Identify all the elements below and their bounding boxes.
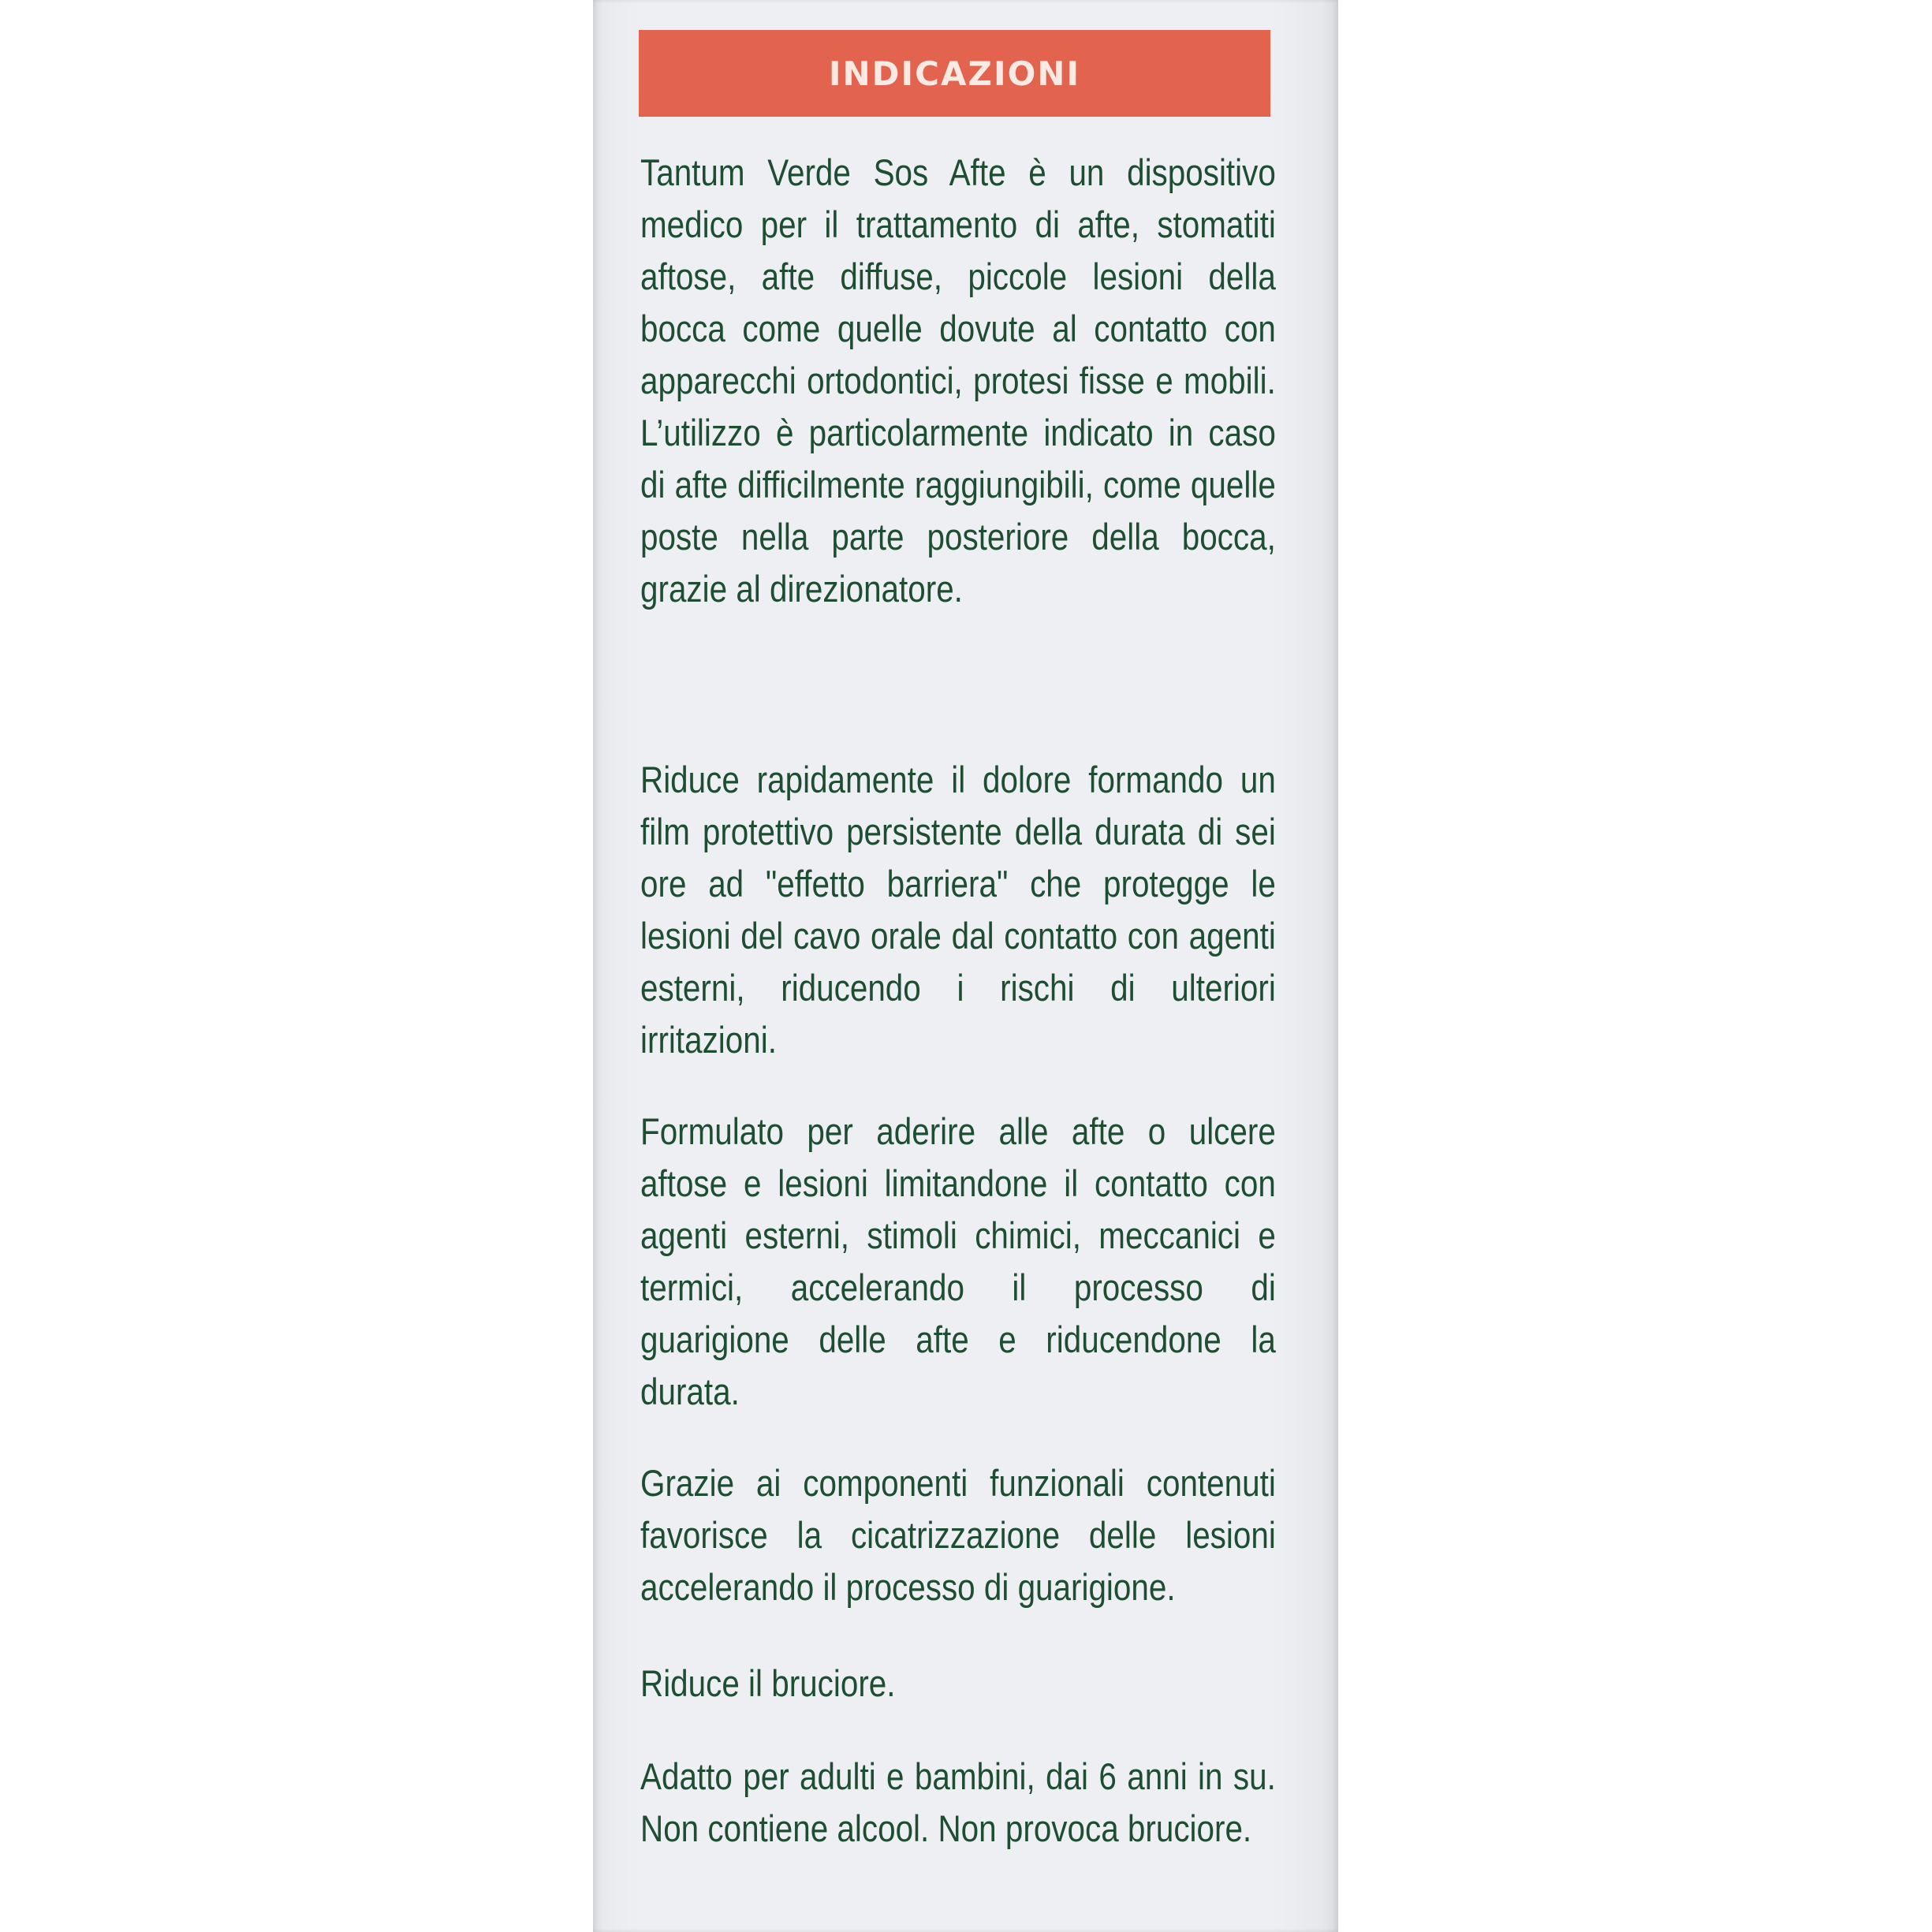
paragraph-pain-relief: Riduce rapidamente il dolore formando un film protettivo persistente della durata di sei ore ad "effetto barriera" che protegge le lesioni del cavo orale dal contatto con agenti esterni, riducendo i rischi di ulteriori irritazioni. [640, 759, 1276, 1061]
paragraph-healing: Grazie ai componenti funzionali contenuti favorisce la cicatrizzazione delle lesioni accelerando il processo di guarigione. [640, 1462, 1276, 1608]
paragraph-burning: Riduce il bruciore. [640, 1662, 896, 1704]
indications-title: INDICAZIONI [828, 54, 1081, 93]
paragraph-usage: Tantum Verde Sos Afte è un dispositivo medico per il trattamento di afte, stomatiti aftose, afte diffuse, piccole lesioni della bocca come quelle dovute al contatto con apparecchi ortodontici, protesi fisse e mobili. L’utilizzo è particolarmente indicato in caso di afte difficilmente raggiungibili, come quelle poste nella parte posteriore della bocca, grazie al direzionatore. [640, 151, 1276, 610]
paragraph-suitability: Adatto per adulti e bambini, dai 6 anni in su. Non contiene alcool. Non provoca bruciore. [640, 1755, 1276, 1849]
paragraph-formulation: Formulato per aderire alle afte o ulcere aftose e lesioni limitandone il contatto con agenti esterni, stimoli chimici, meccanici e termici, accelerando il processo di guarigione delle afte e riducendone la durata. [640, 1110, 1276, 1412]
indications-header-bar [639, 30, 1270, 117]
